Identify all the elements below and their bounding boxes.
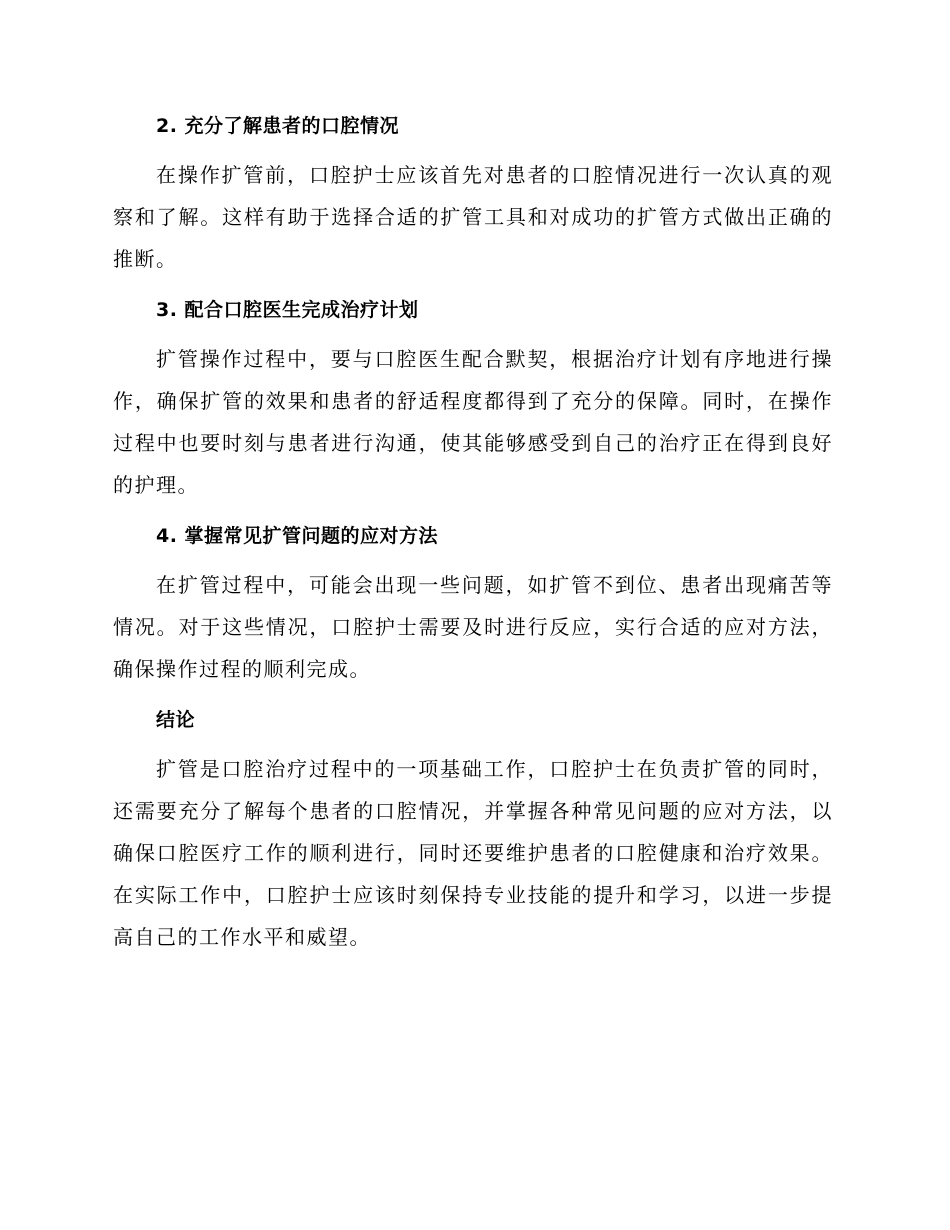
section-paragraph: 在扩管过程中，可能会出现一些问题，如扩管不到位、患者出现痛苦等情况。对于这些情况，口腔护士需要及时进行反应，实行合适的应对方法，确保操作过程的顺利完成。 (113, 573, 833, 681)
section-heading: 3. 配合口腔医生完成治疗计划 (156, 299, 419, 321)
section-heading: 4. 掌握常见扩管问题的应对方法 (156, 525, 439, 547)
section-heading: 2. 充分了解患者的口腔情况 (156, 115, 400, 137)
section-paragraph: 在操作扩管前，口腔护士应该首先对患者的口腔情况进行一次认真的观察和了解。这样有助于选择合适的扩管工具和对成功的扩管方式做出正确的推断。 (113, 163, 833, 271)
section-paragraph: 扩管操作过程中，要与口腔医生配合默契，根据治疗计划有序地进行操作，确保扩管的效果和患者的舒适程度都得到了充分的保障。同时，在操作过程中也要时刻与患者进行沟通，使其能够感受到自己的治疗正在得到良好的护理。 (113, 347, 833, 497)
conclusion-paragraph: 扩管是口腔治疗过程中的一项基础工作，口腔护士在负责扩管的同时，还需要充分了解每个患者的口腔情况，并掌握各种常见问题的应对方法，以确保口腔医疗工作的顺利进行，同时还要维护患者的口腔健康和治疗效果。在实际工作中，口腔护士应该时刻保持专业技能的提升和学习，以进一步提高自己的工作水平和威望。 (113, 757, 833, 949)
conclusion-heading: 结论 (156, 709, 196, 731)
document-body (113, 108, 833, 970)
